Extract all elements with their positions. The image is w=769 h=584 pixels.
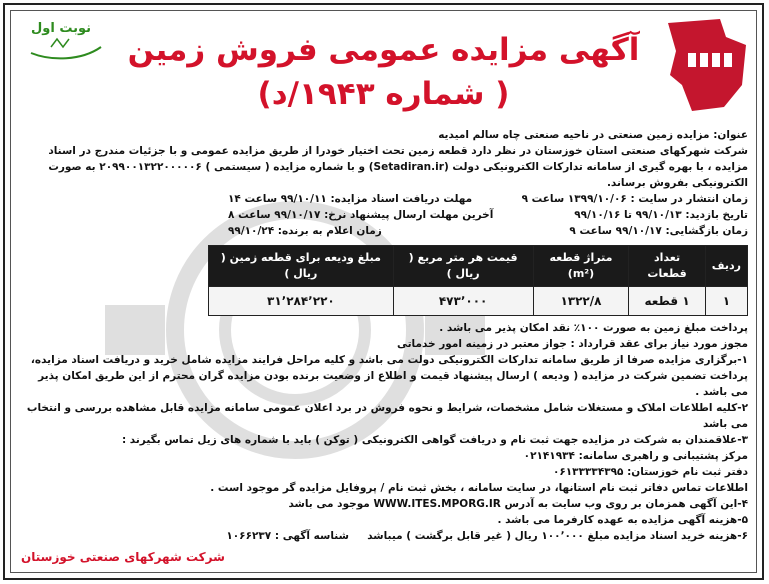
- table-header-cell: مبلغ ودیعه برای قطعه زمین ( ریال ): [209, 246, 394, 287]
- payment-note: پرداخت مبلغ زمین به صورت ۱۰۰٪ نقد امکان پذیر می باشد .: [439, 322, 748, 334]
- opening-date: زمان بازگشایی: ۹۹/۱۰/۱۷ ساعت ۹: [569, 225, 748, 237]
- industrial-estates-logo-icon: [662, 15, 752, 115]
- table-header-cell: ردیف: [705, 246, 747, 287]
- note-2: ۲-کلیه اطلاعات املاک و مستغلات شامل مشخصات، شرایط و نحوه فروش در برد اعلان عمومی سامانه مزایده قابل مشاهده بررسی و انتخاب می باشد: [26, 402, 748, 430]
- publish-date: زمان انتشار در سایت : ۱۳۹۹/۱۰/۰۶ ساعت ۹: [521, 193, 748, 205]
- title-line-1: آگهی مزایده عمومی فروش زمین: [127, 32, 640, 68]
- table-cell: ۱: [705, 287, 747, 316]
- table-cell: ۱ قطعه: [629, 287, 705, 316]
- winner-date: زمان اعلام به برنده: ۹۹/۱۰/۲۴: [228, 225, 382, 237]
- table-cell: ۳۱٬۲۸۴٬۲۲۰: [209, 287, 394, 316]
- table-header-row: [209, 246, 748, 287]
- table-header-cell: متراژ قطعه (m²): [533, 246, 629, 287]
- ad-title: [115, 29, 652, 117]
- first-turn-label: نوبت اول: [31, 21, 92, 36]
- visit-date: تاریخ بازدید: ۹۹/۱۰/۱۳ تا ۹۹/۱۰/۱۶: [574, 209, 748, 221]
- dates-row-2: [228, 207, 748, 223]
- registration-office: دفتر ثبت نام خوزستان: ۰۶۱۳۳۳۳۴۳۹۵: [552, 466, 748, 478]
- footer-company: شرکت شهرکهای صنعتی خوزستان: [21, 550, 225, 564]
- table-header-cell: قیمت هر متر مربع ( ریال ): [393, 246, 533, 287]
- support-center: مرکز پشتیبانی و راهبری سامانه: ۰۲۱۴۱۹۳۴: [523, 450, 748, 462]
- ad-body: [19, 127, 748, 544]
- title-line-2: ( شماره ۱۹۴۳/د): [257, 76, 510, 112]
- note-6: ۶-هزینه خرید اسناد مزایده مبلغ ۱۰۰٬۰۰۰ ریال ( غیر قابل برگشت ) میباشد: [367, 530, 748, 542]
- note-3: ۳-علاقمندان به شرکت در مزایده جهت ثبت نام و دریافت گواهی الکترونیکی ( توکن ) باید با شماره های زیل تماس بگیرند :: [121, 434, 748, 446]
- table-cell: ۱۳۲۲/۸: [533, 287, 629, 316]
- table-cell: ۴۷۳٬۰۰۰: [393, 287, 533, 316]
- dates-row-3: [228, 223, 748, 239]
- table-row: [209, 287, 748, 316]
- ad-id: شناسه آگهی : ۱۰۶۶۲۳۷: [226, 530, 349, 542]
- table-header-cell: تعداد قطعات: [629, 246, 705, 287]
- ad-frame: [3, 3, 764, 580]
- offer-deadline: آخرین مهلت ارسال پیشنهاد نرخ: ۹۹/۱۰/۱۷ ساعت ۸: [228, 209, 494, 221]
- note-1: ۱-برگزاری مزایده صرفا از طریق سامانه تدارکات الکترونیکی دولت می باشد و کلیه مراحل فرایند مزایده شامل خرید و دریافت اسناد مزایده، پرداخت تضمین شرکت در مزایده ( ودیعه ) ارسال پیشنهاد قیمت و اطلاع از وضعیت برنده بودن مزایده گران محترم از این طریق امکان پذیر می باشد .: [30, 354, 748, 398]
- doc-deadline: مهلت دریافت اسناد مزایده: ۹۹/۱۰/۱۱ ساعت ۱۴: [228, 193, 473, 205]
- note-6-row: [19, 528, 748, 544]
- note-4: ۴-این آگهی همزمان بر روی وب سایت به آدرس WWW.ITES.MPORG.IR موجود می باشد: [288, 498, 748, 510]
- contact-info: اطلاعات تماس دفاتر ثبت نام استانها، در سایت سامانه ، بخش ثبت نام / پروفایل مزایده گر موجود است .: [210, 482, 748, 494]
- license-note: مجوز مورد نیاز برای عقد قرارداد : جواز معتبر در زمینه امور خدماتی: [396, 338, 748, 350]
- note-5: ۵-هزینه آگهی مزایده به عهده کارفرما می باشد .: [497, 514, 748, 526]
- intro-paragraph: شرکت شهرکهای صنعتی استان خوزستان در نظر دارد قطعه زمین تحت اختیار خودرا از طریق مزایده عمومی و با جزئیات مندرج در اسناد مزایده ، با بهره گیری از سامانه تدارکات الکترونیکی دولت (Setadiran.ir) و با شماره مزایده ( سیستمی ) ۲۰۹۹۰۰۱۳۲۲۰۰۰۰۰۶ به صورت الکترونیکی بفروش برساند.: [48, 145, 748, 189]
- dates-row-1: [228, 191, 748, 207]
- subject-line: عنوان: مزایده زمین صنعتی در ناحیه صنعتی چاه سالم امیدیه: [438, 129, 748, 141]
- lots-table: [208, 245, 748, 316]
